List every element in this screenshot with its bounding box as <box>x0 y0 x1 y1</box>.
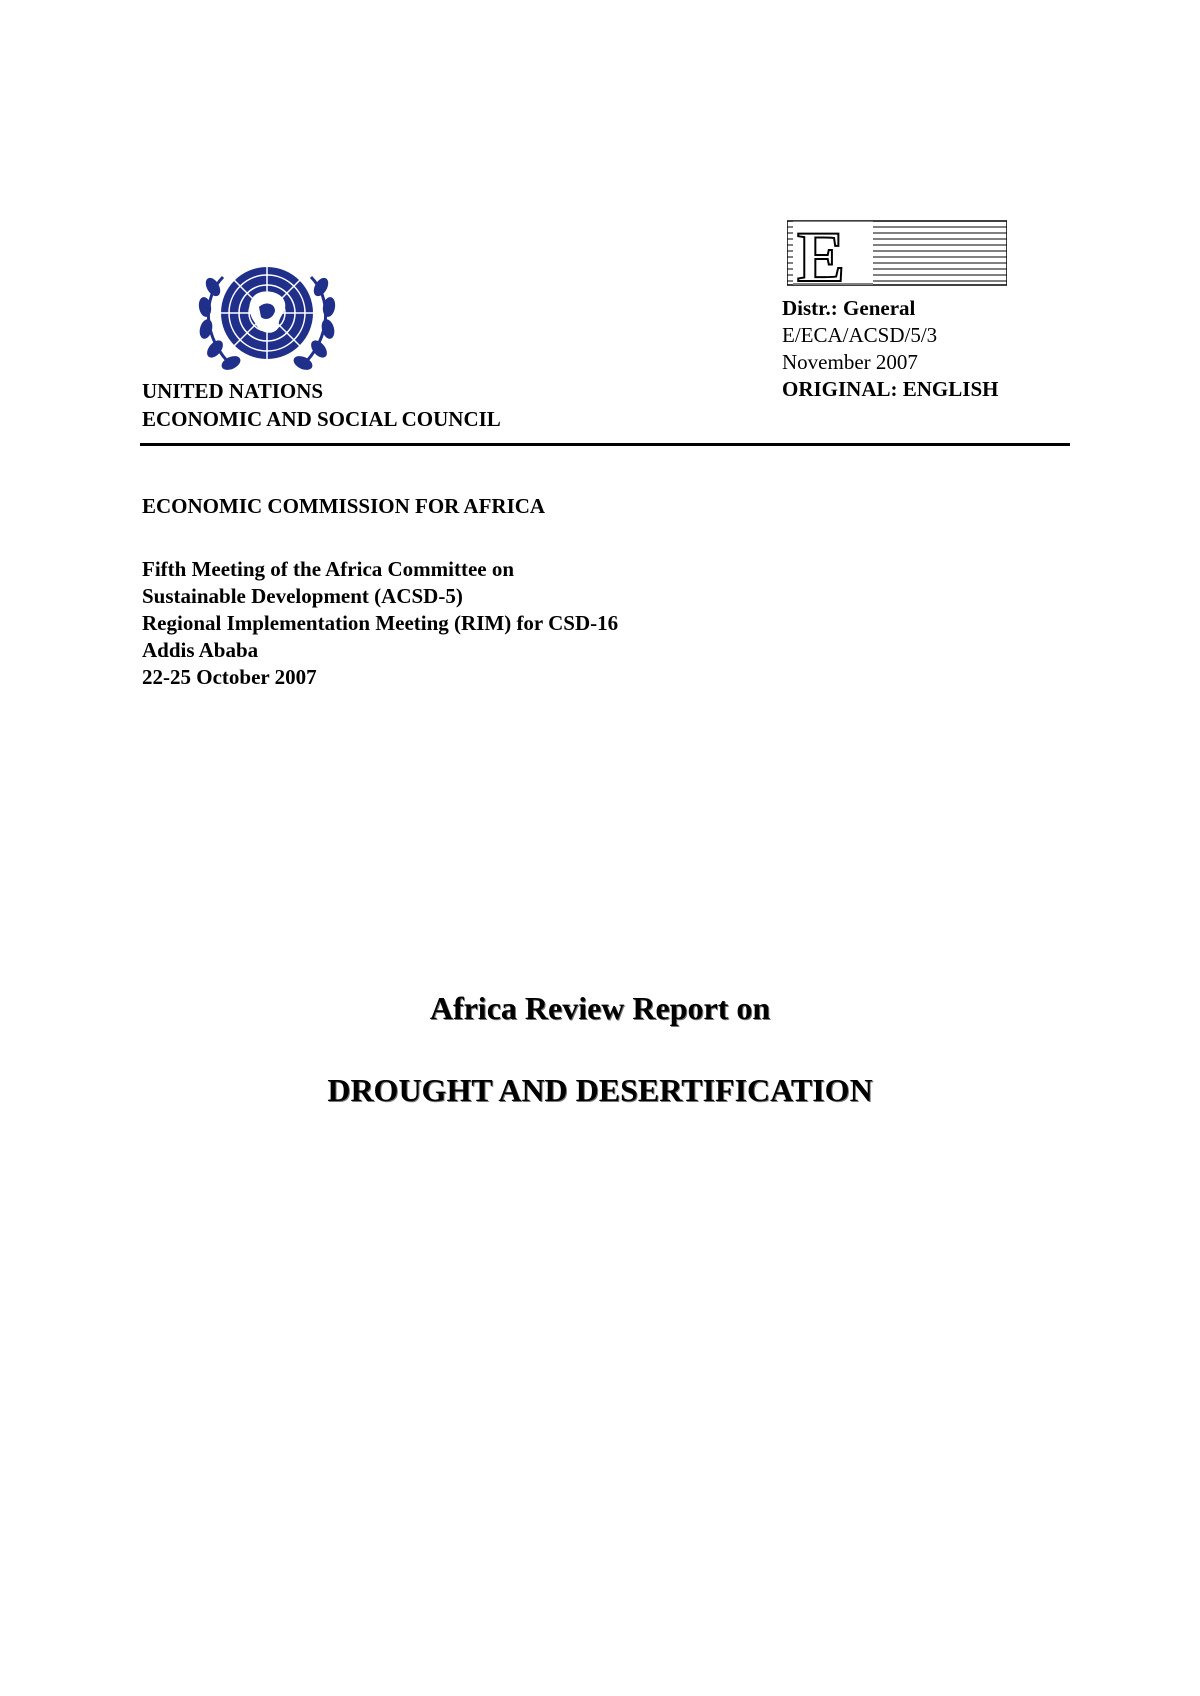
report-title-line-2: DROUGHT AND DESERTIFICATION <box>327 1072 873 1108</box>
distribution: Distr.: General <box>782 296 916 320</box>
meeting-line: Addis Ababa <box>142 638 259 662</box>
original-language: ORIGINAL: ENGLISH <box>782 377 999 401</box>
document-symbol: E/ECA/ACSD/5/3 <box>782 323 938 347</box>
header-divider <box>140 443 1070 446</box>
organization-name <box>142 377 501 433</box>
report-title-line-1: Africa Review Report on <box>429 990 771 1026</box>
org-line-1: UNITED NATIONS <box>142 379 324 403</box>
document-date: November 2007 <box>782 350 918 374</box>
meeting-line: 22-25 October 2007 <box>142 665 317 689</box>
meeting-line: Fifth Meeting of the Africa Committee on <box>142 557 515 581</box>
meeting-details <box>142 556 618 691</box>
un-emblem-icon <box>193 257 341 379</box>
commission-name: ECONOMIC COMMISSION FOR AFRICA <box>142 494 546 518</box>
org-line-2: ECONOMIC AND SOCIAL COUNCIL <box>142 407 501 431</box>
meeting-line: Regional Implementation Meeting (RIM) for CSD-16 <box>142 611 619 635</box>
document-distribution-block <box>782 295 998 403</box>
meeting-line: Sustainable Development (ACSD-5) <box>142 584 463 608</box>
language-symbol-box <box>787 219 1007 287</box>
language-letter: E <box>797 219 846 287</box>
